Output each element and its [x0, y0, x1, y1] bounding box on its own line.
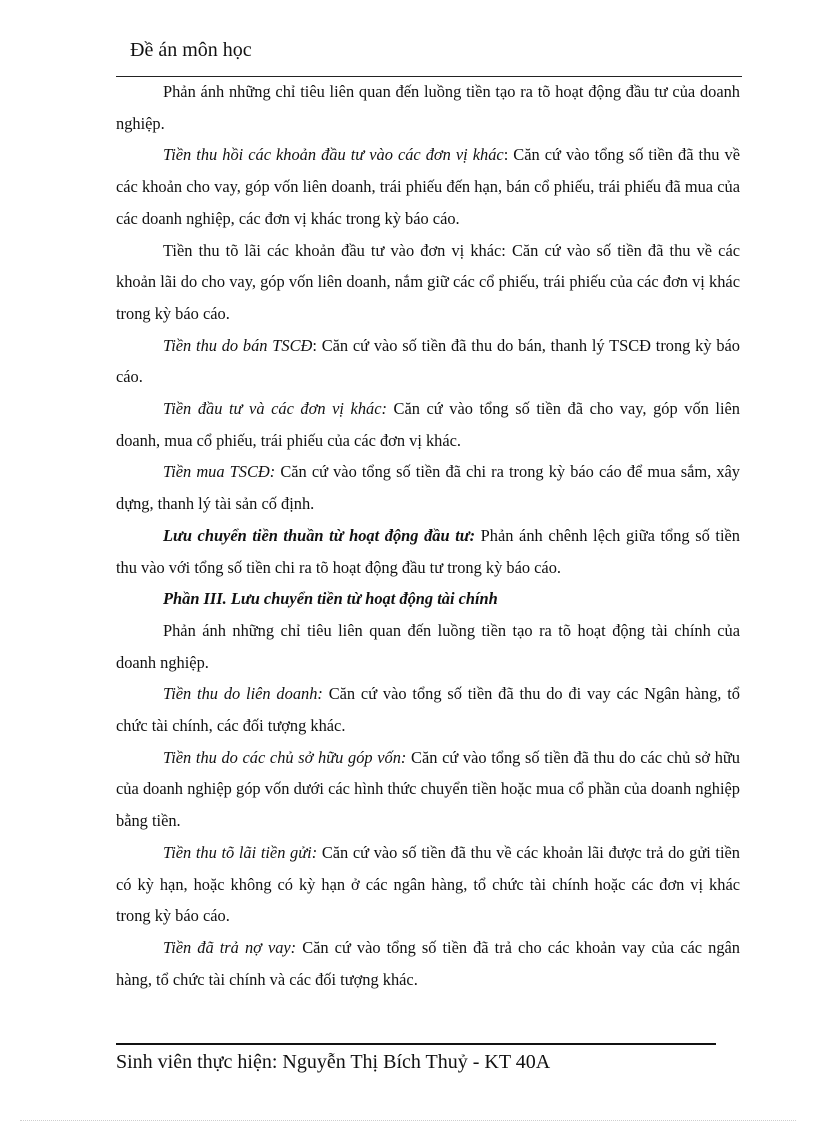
paragraph-text: Căn cứ vào số tiền đã thu về các khoản lãi được trả do gửi tiền có kỳ hạn, hoặc không có kỳ hạn ở các ngân hàng, tổ chức tài chính hoặc các đơn vị khác trong kỳ báo cáo.: [116, 842, 741, 926]
paragraph-text: Căn cứ vào tổng số tiền đã thu do đi vay các Ngân hàng, tổ chức tài chính, các đối tượng khác.: [116, 684, 740, 736]
term-label: Tiền đầu tư và các đơn vị khác:: [163, 399, 387, 419]
paragraph-investing-intro: Phản ánh những chỉ tiêu liên quan đến luồng tiền tạo ra tõ hoạt động đầu tư của doanh nghiệp.: [116, 82, 740, 133]
paragraph-text: Căn cứ vào tổng số tiền đã trả cho các khoản vay của các ngân hàng, tổ chức tài chính và các đối tượng khác.: [116, 937, 740, 989]
paragraph-text: Căn cứ vào tổng số tiền đã thu do các chủ sở hữu của doanh nghiệp góp vốn dưới các hình thức chuyển tiền hoặc mua cổ phần của doanh nghiệp bằng tiền.: [116, 747, 740, 831]
term-label-bold: Lưu chuyển tiền thuần từ hoạt động đầu tư:: [163, 525, 476, 545]
term-label: Tiền đã trả nợ vay:: [163, 937, 297, 957]
paragraph-joint-venture: [116, 678, 740, 741]
paragraph-loan-repayment: [116, 932, 740, 995]
paragraph-financing-intro: Phản ánh những chỉ tiêu liên quan đến luồng tiền tạo ra tõ hoạt động tài chính của doanh nghiệp.: [116, 620, 740, 672]
paragraph-net-investing: [116, 520, 740, 583]
page-header: Đề án môn học: [130, 39, 252, 61]
document-body: [116, 76, 740, 995]
paragraph-text: : Căn cứ vào số tiền đã thu do bán, thanh lý TSCĐ trong kỳ báo cáo.: [116, 335, 740, 387]
paragraph-deposit-interest: [116, 837, 740, 932]
paragraph-owner-capital: [116, 742, 740, 837]
paragraph-asset-sale: [116, 330, 740, 393]
page-edge: [20, 1120, 796, 1121]
term-label: Tiền thu do các chủ sở hữu góp vốn:: [163, 747, 407, 767]
term-label: Tiền thu hồi các khoản đầu tư vào các đơn vị khác: [163, 145, 504, 165]
paragraph-text: : Căn cứ vào tổng số tiền đã thu về các khoản cho vay, góp vốn liên doanh, trái phiếu đến hạn, bán cổ phiếu, trái phiếu đã mua của các doanh nghiệp, các đơn vị khác trong kỳ báo cáo.: [116, 145, 740, 228]
paragraph-text: Căn cứ vào tổng số tiền đã chi ra trong kỳ báo cáo để mua sắm, xây dựng, thanh lý tài sản cố định.: [116, 462, 740, 514]
section-heading: Phần III. Lưu chuyển tiền từ hoạt động tài chính: [163, 589, 498, 609]
paragraph-asset-purchase: [116, 456, 740, 519]
paragraph-investment-recovery: [116, 139, 740, 234]
footer-rule: [116, 1043, 716, 1045]
term-label: Tiền thu do liên doanh:: [163, 684, 323, 704]
paragraph-text: Căn cứ vào tổng số tiền đã cho vay, góp vốn liên doanh, mua cổ phiếu, trái phiếu của các đơn vị khác.: [116, 399, 740, 450]
paragraph-investment-interest: Tiền thu tõ lãi các khoản đầu tư vào đơn vị khác: Căn cứ vào số tiền đã thu về các khoản lãi do cho vay, góp vốn liên doanh, nắm giữ các cổ phiếu, trái phiếu của các đơn vị khác trong kỳ báo cáo.: [116, 240, 740, 323]
term-label: Tiền thu tõ lãi tiền gửi:: [163, 842, 318, 862]
term-label: Tiền thu do bán TSCĐ: [163, 335, 313, 355]
paragraph-investment-spending: [116, 393, 740, 456]
page-footer: Sinh viên thực hiện: Nguyễn Thị Bích Thuỷ - KT 40A: [116, 1051, 551, 1073]
term-label: Tiền mua TSCĐ:: [163, 462, 276, 482]
paragraph-text: Phản ánh chênh lệch giữa tổng số tiền thu vào với tổng số tiền chi ra tõ hoạt động đầu tư trong kỳ báo cáo.: [116, 525, 740, 577]
